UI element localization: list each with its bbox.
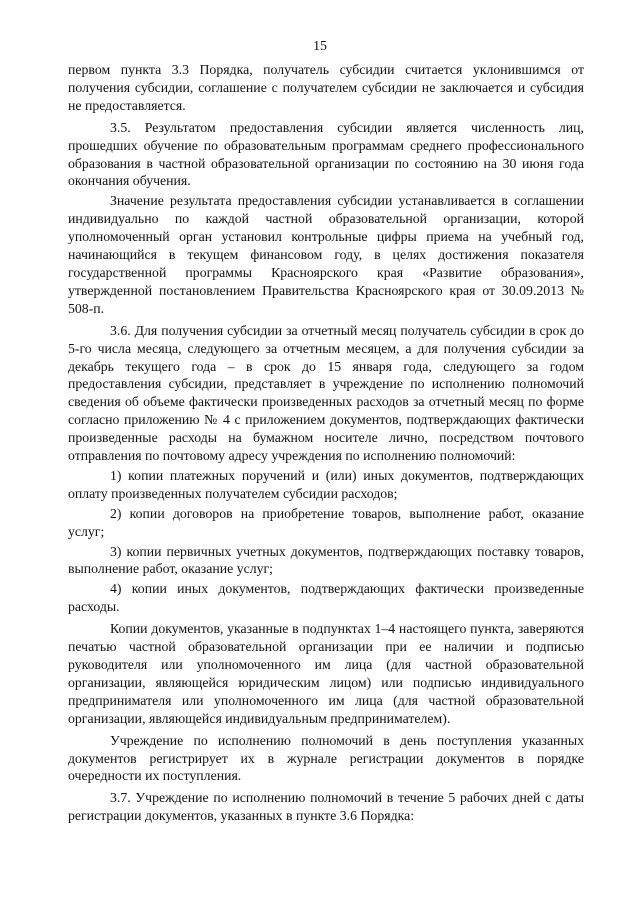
paragraph-continuation-3-3: первом пункта 3.3 Порядка, получатель субсидии считается уклонившимся от получения субсидии, соглашение с получателем субсидии не заключается и субсидия не предоставляется. [68,62,584,113]
list-item-4: 4) копии иных документов, подтверждающих фактически произведенные расходы. [68,581,584,615]
paragraph-document-copies: Копии документов, указанные в подпунктах 1–4 настоящего пункта, заверяются печатью частной образовательной организации при ее наличии и подписью руководителя или уполномоченного им лица (для частной образовательной организации, являющейся юридическим лицом) или подписью индивидуального предпринимателя или уполномоченного им лица (для частной образовательной организации, являющейся индивидуальным предпринимателем). [68,621,584,726]
list-item-1: 1) копии платежных поручений и (или) иных документов, подтверждающих оплату произведенных получателем субсидии расходов; [68,467,584,501]
paragraph-3-6: 3.6. Для получения субсидии за отчетный месяц получатель субсидии в срок до 5-го числа месяца, следующего за отчетным месяцем, а для получения субсидии за декабрь текущего года – в срок до 15 января года, следующего за годом предоставления субсидии, представляет в учреждение по исполнению полномочий сведения об объеме фактически произведенных расходов за отчетный месяц по форме согласно приложению № 4 с приложением документов, подтверждающих фактически произведенные расходы на бумажном носителе лично, посредством почтового отправления по почтовому адресу учреждения по исполнению полномочий: [68,322,584,464]
paragraph-3-7: 3.7. Учреждение по исполнению полномочий в течение 5 рабочих дней с даты регистрации документов, указанных в пункте 3.6 Порядка: [68,790,584,824]
paragraph-3-5: 3.5. Результатом предоставления субсидии является численность лиц, прошедших обучение по образовательным программам среднего профессионального образования в частной образовательной организации по состоянию на 30 июня года окончания обучения. [68,119,584,189]
list-item-2: 2) копии договоров на приобретение товаров, выполнение работ, оказание услуг; [68,505,584,539]
list-item-3: 3) копии первичных учетных документов, подтверждающих поставку товаров, выполнение работ, оказание услуг; [68,543,584,577]
paragraph-registration: Учреждение по исполнению полномочий в день поступления указанных документов регистрирует их в журнале регистрации документов в порядке очередности их поступления. [68,732,584,784]
page-number: 15 [313,38,327,53]
document-body [68,61,584,825]
paragraph-result-value: Значение результата предоставления субсидии устанавливается в соглашении индивидуально по каждой частной образовательной организации, которой уполномоченный орган установил контрольные цифры приема на учебный год, начинающийся в текущем финансовом году, в целях достижения показателя государственной программы Красноярского края «Развитие образования», утвержденной постановлением Правительства Красноярского края от 30.09.2013 № 508-п. [68,193,584,316]
